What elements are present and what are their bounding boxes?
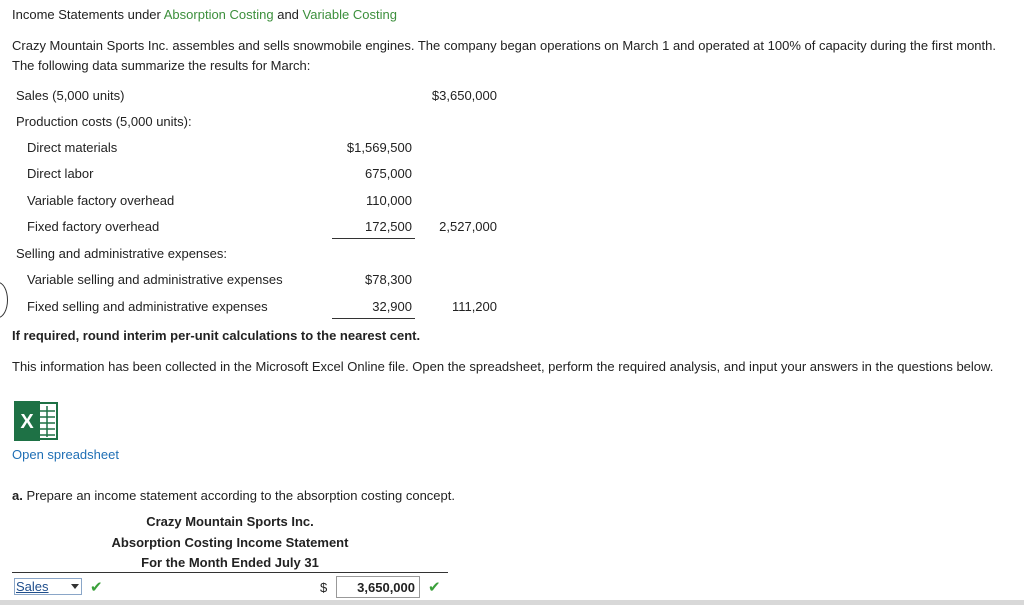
sales-value: $3,650,000 <box>431 88 497 103</box>
checkmark-icon: ✔ <box>90 579 103 596</box>
scroll-arc-decoration <box>0 282 8 318</box>
sales-label: Sales (5,000 units) <box>16 88 125 103</box>
statement-divider <box>12 572 448 573</box>
bottom-scroll-edge <box>0 600 1024 605</box>
question-a-text: Prepare an income statement according to the absorption costing concept. <box>22 488 455 503</box>
excel-icon-letter: X <box>20 411 34 433</box>
rounding-note: If required, round interim per-unit calculations to the nearest cent. <box>12 328 421 343</box>
question-a-letter: a. <box>12 488 23 503</box>
open-spreadsheet-link[interactable]: Open spreadsheet <box>12 447 119 462</box>
intro-line-2: The following data summarize the results for March: <box>12 58 311 73</box>
variable-selling-label: Variable selling and administrative expenses <box>27 272 283 287</box>
checkmark-icon: ✔ <box>428 579 441 596</box>
absorption-costing-link[interactable]: Absorption Costing <box>163 7 274 22</box>
fixed-selling-label: Fixed selling and administrative expenses <box>27 299 268 314</box>
fixed-overhead-label: Fixed factory overhead <box>27 219 160 234</box>
intro-line-1: Crazy Mountain Sports Inc. assembles and sells snowmobile engines. The company began operations on March 1 and operated at 100% of capacity during the first month. <box>12 38 996 53</box>
direct-materials-value: $1,569,500 <box>346 140 412 155</box>
variable-costing-link[interactable]: Variable Costing <box>302 7 397 22</box>
row-label-value: Sales <box>16 579 49 594</box>
variable-overhead-value: 110,000 <box>365 193 412 208</box>
question-a <box>12 488 455 503</box>
excel-icon[interactable] <box>12 400 58 442</box>
selling-admin-label: Selling and administrative expenses: <box>16 246 228 261</box>
page-heading <box>12 7 397 22</box>
production-costs-label: Production costs (5,000 units): <box>16 114 192 129</box>
statement-company: Crazy Mountain Sports Inc. <box>146 514 314 529</box>
direct-labor-label: Direct labor <box>27 166 94 181</box>
fixed-selling-value: 32,900 <box>332 299 415 319</box>
fixed-overhead-value: 172,500 <box>332 219 415 239</box>
statement-period: For the Month Ended July 31 <box>141 555 319 570</box>
variable-selling-value: $78,300 <box>365 272 412 287</box>
heading-prefix: Income Statements under <box>12 7 164 22</box>
variable-overhead-label: Variable factory overhead <box>27 193 175 208</box>
excel-note: This information has been collected in the Microsoft Excel Online file. Open the spreadsheet, perform the required analysis, and input your answers in the questions below. <box>12 359 994 374</box>
direct-materials-label: Direct materials <box>27 140 118 155</box>
chevron-down-icon <box>71 584 79 589</box>
row-label-dropdown[interactable] <box>14 578 82 595</box>
heading-mid: and <box>273 7 303 22</box>
sales-amount-input[interactable] <box>336 576 420 598</box>
selling-total: 111,200 <box>451 299 497 314</box>
production-total: 2,527,000 <box>439 219 497 234</box>
direct-labor-value: 675,000 <box>365 166 412 181</box>
statement-title: Absorption Costing Income Statement <box>111 535 349 550</box>
currency-symbol: $ <box>320 580 328 595</box>
